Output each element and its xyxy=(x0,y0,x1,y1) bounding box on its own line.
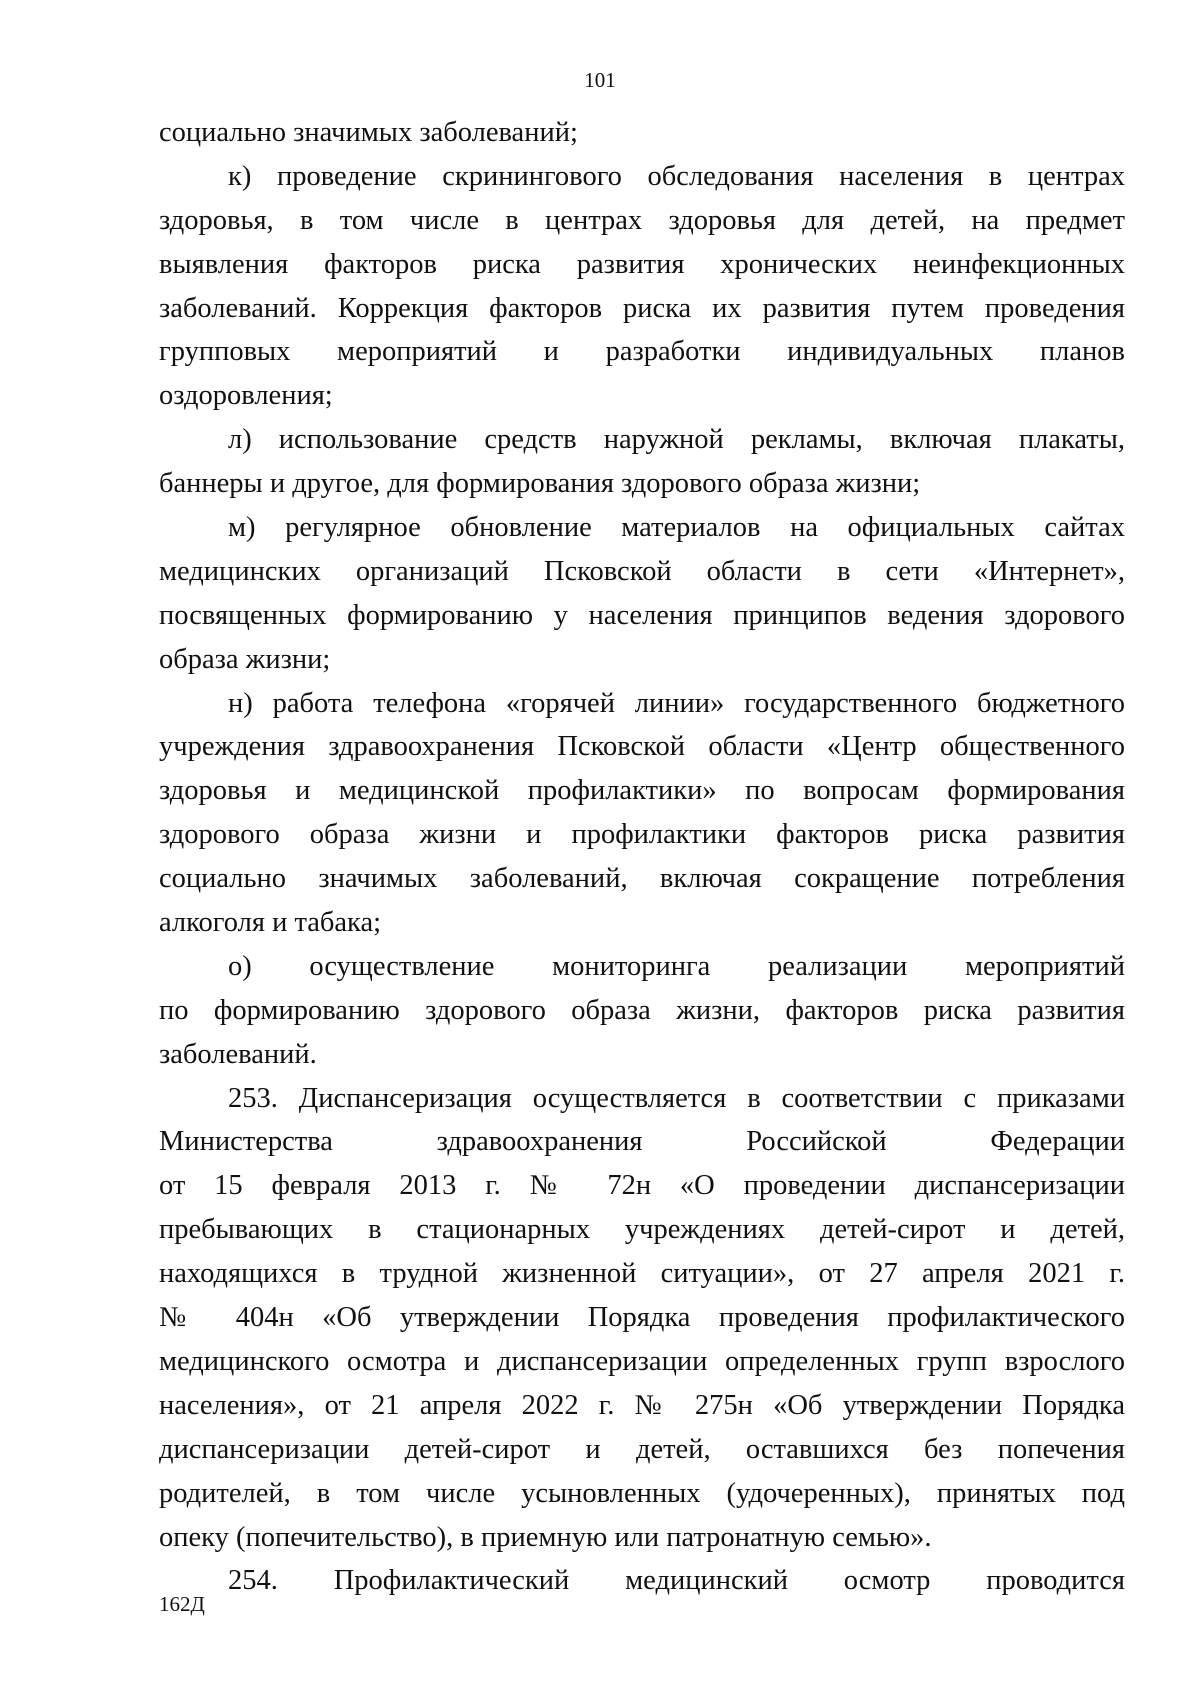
text-line: л) использование средств наружной рекламы, включая плакаты, xyxy=(228,424,1125,456)
document-body xyxy=(159,111,1125,1603)
text-line: учреждения здравоохранения Псковской области «Центр общественного xyxy=(159,731,1125,763)
text-line: находящихся в трудной жизненной ситуации», от 27 апреля 2021 г. xyxy=(159,1258,1125,1290)
document-code: 162Д xyxy=(159,1592,205,1616)
text-line: здоровья, в том числе в центрах здоровья для детей, на предмет xyxy=(159,204,1125,236)
text-line: Министерства здравоохранения Российской Федерации xyxy=(159,1126,1125,1158)
text-line: № 404н «Об утверждении Порядка проведения профилактического xyxy=(159,1302,1125,1334)
text-line: оздоровления; xyxy=(159,380,333,412)
text-line: образа жизни; xyxy=(159,643,331,675)
text-line: баннеры и другое, для формирования здорового образа жизни; xyxy=(159,468,921,500)
text-line: социально значимых заболеваний, включая сокращение потребления xyxy=(159,863,1125,895)
text-line: алкоголя и табака; xyxy=(159,907,382,939)
page-number: 101 xyxy=(584,68,616,92)
text-line: населения», от 21 апреля 2022 г. № 275н «Об утверждении Порядка xyxy=(159,1389,1125,1421)
text-line: здорового образа жизни и профилактики факторов риска развития xyxy=(159,819,1125,851)
text-line: медицинского осмотра и диспансеризации определенных групп взрослого xyxy=(159,1345,1125,1377)
text-line: заболеваний. xyxy=(159,1038,317,1070)
text-line: к) проведение скринингового обследования населения в центрах xyxy=(228,160,1125,192)
text-line: пребывающих в стационарных учреждениях детей-сирот и детей, xyxy=(159,1214,1125,1246)
text-line: от 15 февраля 2013 г. № 72н «О проведении диспансеризации xyxy=(159,1170,1125,1202)
text-line: заболеваний. Коррекция факторов риска их развития путем проведения xyxy=(159,292,1125,324)
text-line: здоровья и медицинской профилактики» по вопросам формирования xyxy=(159,775,1125,807)
text-line: опеку (попечительство), в приемную или патронатную семью». xyxy=(159,1521,932,1553)
text-line: социально значимых заболеваний; xyxy=(159,117,578,148)
text-line: м) регулярное обновление материалов на официальных сайтах xyxy=(228,512,1125,544)
text-line: диспансеризации детей-сирот и детей, оставшихся без попечения xyxy=(159,1433,1125,1465)
text-line: групповых мероприятий и разработки индивидуальных планов xyxy=(159,336,1125,368)
text-line: 254. Профилактический медицинский осмотр проводится xyxy=(228,1565,1125,1597)
text-line: выявления факторов риска развития хронических неинфекционных xyxy=(159,248,1125,280)
text-line: о) осуществление мониторинга реализации мероприятий xyxy=(228,950,1125,982)
text-line: медицинских организаций Псковской области в сети «Интернет», xyxy=(159,555,1125,587)
text-line: н) работа телефона «горячей линии» государственного бюджетного xyxy=(228,687,1125,719)
text-line: 253. Диспансеризация осуществляется в соответствии с приказами xyxy=(228,1082,1125,1114)
text-line: посвященных формированию у населения принципов ведения здорового xyxy=(159,599,1125,631)
text-line: по формированию здорового образа жизни, факторов риска развития xyxy=(159,994,1125,1026)
text-line: родителей, в том числе усыновленных (удочеренных), принятых под xyxy=(159,1477,1125,1509)
